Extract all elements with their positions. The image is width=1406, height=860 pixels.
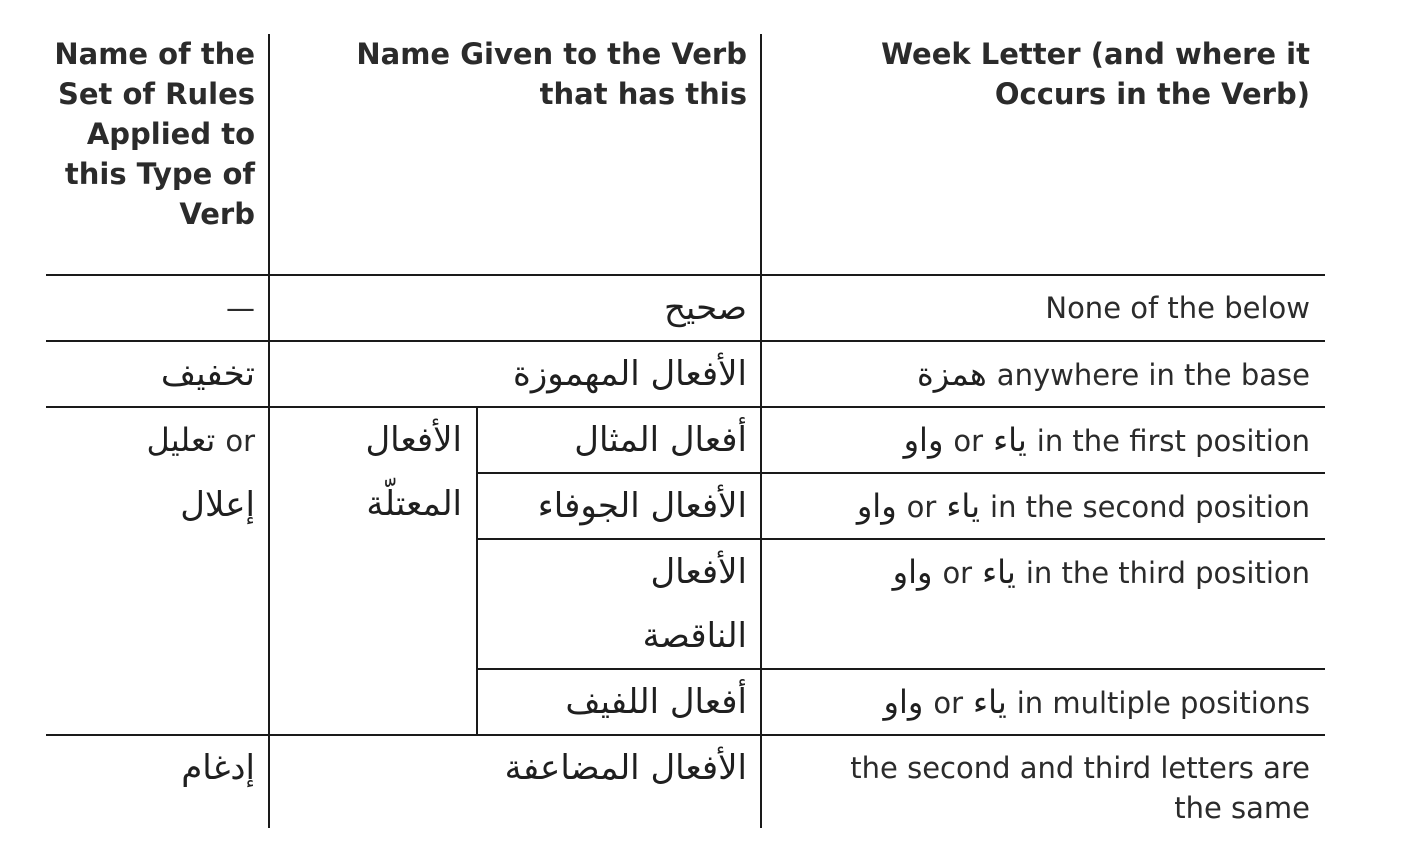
weak-letter-third: واو or ياء in the third position [892, 553, 1310, 591]
header-rule-set: Name of the Set of Rules Applied to this Type of Verb [54, 37, 255, 231]
weak-letter-multiple: واو or ياء in multiple positions [883, 683, 1310, 721]
verb-name-second: الأفعال الجوفاء [537, 486, 747, 526]
verb-name-multiple: أفعال اللفيف [565, 682, 747, 722]
verb-name-third: الأفعال الناقصة [642, 552, 747, 656]
verb-name-sound: صحيح [663, 288, 747, 328]
rule-cell-sound: — [226, 291, 255, 325]
verb-name-first: أفعال المثال [574, 420, 747, 460]
rule-cell-weak: تعليل or إعلال [146, 421, 255, 525]
header-verb-name: Name Given to the Verb that has this [356, 37, 747, 111]
column-divider [268, 34, 270, 828]
weak-letter-second: واو or ياء in the second position [856, 487, 1310, 525]
weak-letter-hamza: همزة anywhere in the base [917, 355, 1310, 393]
rule-cell-doubled: إدغام [181, 748, 255, 788]
weak-letter-doubled: the second and third letters are the same [850, 751, 1310, 825]
verb-name-hamza: الأفعال المهموزة [513, 354, 747, 394]
verb-name-doubled: الأفعال المضاعفة [504, 748, 747, 788]
weak-verbs-group: الأفعال المعتلّة [365, 420, 462, 524]
header-weak-letter: Week Letter (and where it Occurs in the Verb) [881, 37, 1310, 111]
weak-letter-first: واو or ياء in the first position [903, 421, 1310, 459]
rule-cell-hamza: تخفيف [160, 354, 255, 394]
column-divider [476, 406, 478, 735]
weak-letter-sound: None of the below [1045, 291, 1310, 325]
column-divider [760, 34, 762, 828]
